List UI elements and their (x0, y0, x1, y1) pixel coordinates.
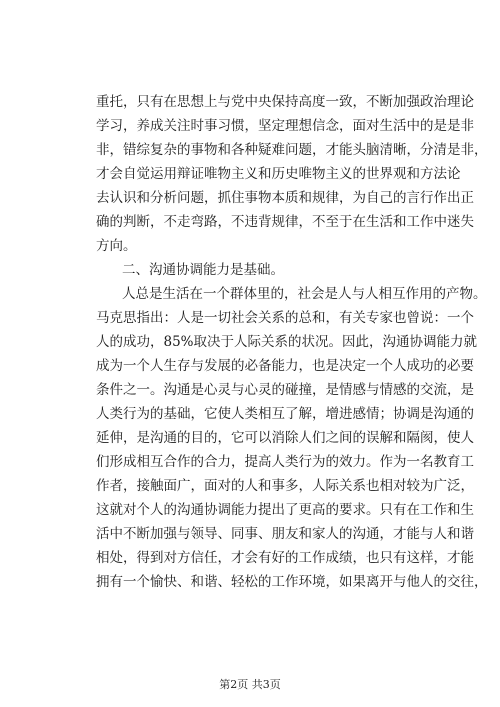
text-line: 人类行为的基础，它使人类相互了解，增进感情；协调是沟通的 (96, 406, 474, 422)
text-line: 马克思指出：人是一切社会关系的总和，有关专家也曾说：一个 (96, 310, 474, 326)
text-line: 非，错综复杂的事物和各种疑难问题，才能头脑清晰，分清是非， (96, 142, 488, 158)
page-footer (0, 678, 500, 692)
text-line: 方向。 (96, 238, 137, 254)
page-number-label: 第2页 共3页 (219, 678, 281, 691)
text-line: 们形成相互合作的合力，提高人类行为的效力。作为一名教育工 (96, 454, 474, 470)
text-line: 活中不断加强与领导、同事、朋友和家人的沟通，才能与人和谐 (96, 526, 474, 542)
text-line: 作者，接触面广，面对的人和事多，人际关系也相对较为广泛， (96, 478, 474, 494)
text-line: 成为一个人生存与发展的必备能力，也是决定一个人成功的必要 (96, 358, 474, 374)
text-line: 学习，养成关注时事习惯，坚定理想信念，面对生活中的是是非 (96, 118, 474, 134)
text-line: 去认识和分析问题，抓住事物本质和规律，为自己的言行作出正 (96, 190, 474, 206)
text-line: 延伸，是沟通的目的，它可以消除人们之间的误解和隔阂，使人 (96, 430, 474, 446)
text-line: 条件之一。沟通是心灵与心灵的碰撞，是情感与情感的交流，是 (96, 382, 474, 398)
text-line: 确的判断，不走弯路，不违背规律，不至于在生活和工作中迷失 (96, 214, 474, 230)
text-line: 这就对个人的沟通协调能力提出了更高的要求。只有在工作和生 (96, 502, 474, 518)
text-line: 人的成功，85%取决于人际关系的状况。因此，沟通协调能力就 (96, 334, 478, 350)
section-heading: 二、沟通协调能力是基础。 (122, 262, 284, 278)
text-line: 人总是生活在一个群体里的，社会是人与人相互作用的产物。 (122, 286, 487, 302)
text-line: 相处，得到对方信任，才会有好的工作成绩，也只有这样，才能 (96, 550, 474, 566)
text-line: 才会自觉运用辩证唯物主义和历史唯物主义的世界观和方法论 (96, 166, 461, 182)
text-line: 拥有一个愉快、和谐、轻松的工作环境，如果离开与他人的交往， (96, 574, 488, 590)
text-line: 重托，只有在思想上与党中央保持高度一致，不断加强政治理论 (96, 94, 474, 110)
